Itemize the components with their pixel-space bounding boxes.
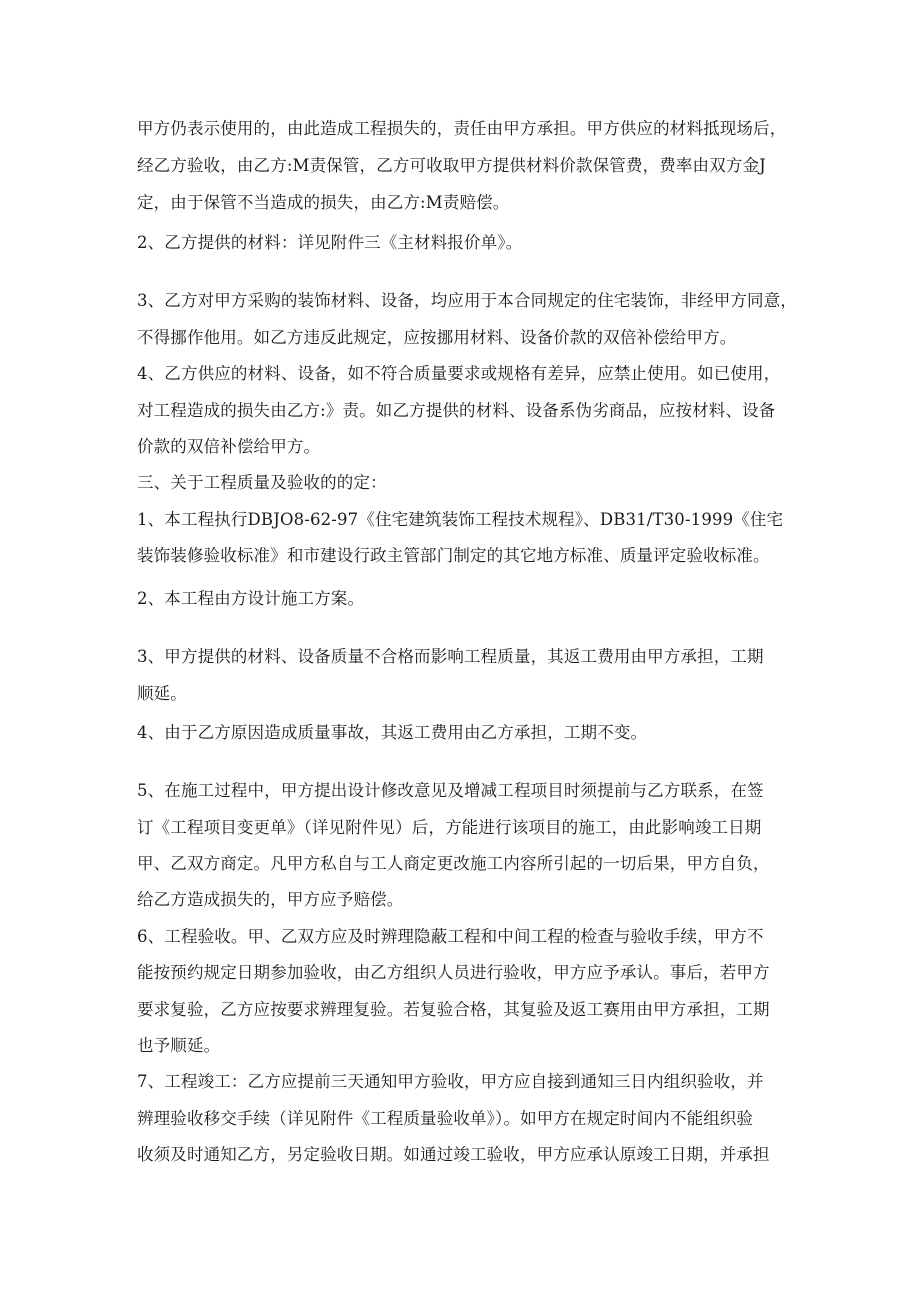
- text-line: 7、工程竣工：乙方应提前三天通知甲方验收，甲方应自接到通知三日内组织验收，并: [137, 1072, 764, 1091]
- text-line: 1、本工程执行DBJO8-62-97《住宅建筑装饰工程技术规程》、DB31/T30-1999《住宅: [137, 510, 784, 529]
- text-line: 辨理验收移交手续（详见附件《工程质量验收单》）。如甲方在规定时间内不能组织验: [137, 1109, 754, 1128]
- text-line: 装饰装修验收标准》和市建设行政主管部门制定的其它地方标准、质量评定验收标准。: [137, 546, 770, 565]
- text-line: 价款的双倍补偿给甲方。: [137, 437, 321, 456]
- text-line: 2、本工程由方设计施工方案。: [137, 589, 365, 608]
- text-line: 3、甲方提供的材料、设备质量不合格而影响工程质量，其返工费用由甲方承担，工期: [137, 647, 764, 666]
- text-line: 订《工程项目变更单》（详见附件见）后，方能进行该项目的施工，由此影响竣工日期: [137, 818, 762, 837]
- text-line: 5、在施工过程中，甲方提出设计修改意见及增减工程项目时须提前与乙方联系，在签: [137, 781, 764, 800]
- text-line: 6、工程验收。甲、乙双方应及时辨理隐蔽工程和中间工程的检查与验收手续，甲方不: [137, 927, 764, 946]
- text-line: 定，由于保管不当造成的损失，由乙方:M责赔偿。: [137, 193, 510, 212]
- text-line: 甲、乙双方商定。凡甲方私自与工人商定更改施工内容所引起的一切后果，甲方自负，: [137, 854, 770, 873]
- text-line: 收须及时通知乙方，另定验收日期。如通过竣工验收，甲方应承认原竣工日期，并承担: [137, 1145, 770, 1164]
- text-line: 要求复验，乙方应按要求辨理复验。若复验合格，其复验及返工赛用由甲方承担，工期: [137, 1000, 770, 1019]
- text-line: 顺延。: [137, 684, 187, 703]
- text-line: 4、乙方供应的材料、设备，如不符合质量要求或规格有差异，应禁止使用。如已使用，: [137, 364, 781, 383]
- text-line: 能按预约规定日期参加验收，由乙方组织人员进行验收，甲方应予承认。事后，若甲方: [137, 963, 770, 982]
- text-line: 不得挪作他用。如乙方违反此规定，应按挪用材料、设备价款的双倍补偿给甲方。: [137, 328, 737, 347]
- text-line: 4、由于乙方原因造成质量事故，其返工费用由乙方承担，工期不变。: [137, 723, 648, 742]
- text-line: 经乙方验收，由乙方:M责保管，乙方可收取甲方提供材料价款保管费，费率由双方金J: [137, 156, 766, 175]
- text-line: 也予顺延。: [137, 1036, 221, 1055]
- text-line: 对工程造成的损失由乙方:》责。如乙方提供的材料、设备系伪劣商品，应按材料、设备: [137, 401, 776, 420]
- section-heading: 三、关于工程质量及验收的的定：: [137, 473, 387, 492]
- text-line: 甲方仍表示使用的，由此造成工程损失的，责任由甲方承担。甲方供应的材料抵现场后，: [137, 119, 787, 138]
- text-line: 给乙方造成损失的，甲方应予赔偿。: [137, 890, 404, 909]
- text-line: 3、乙方对甲方采购的装饰材料、设备，均应用于本合同规定的住宅装饰，非经甲方同意，: [137, 291, 797, 310]
- text-line: 2、乙方提供的材料：详见附件三《主材料报价单》。: [137, 233, 523, 252]
